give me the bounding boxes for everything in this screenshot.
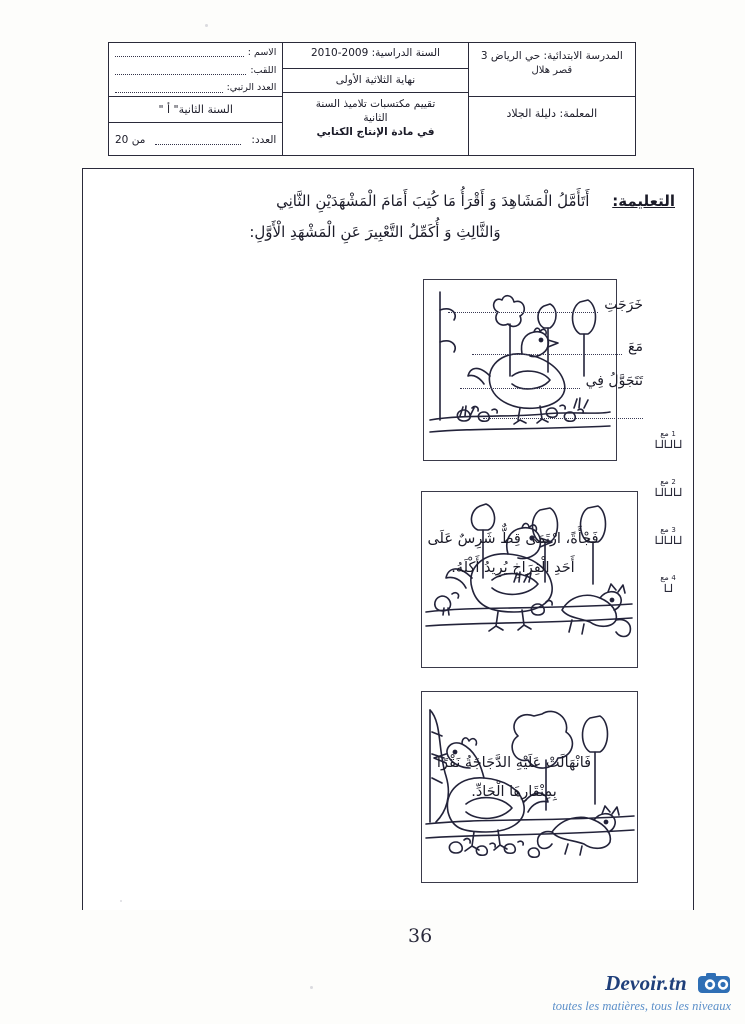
- criteria-mark-1-number: 1: [671, 430, 676, 438]
- watermark-title-row: [552, 971, 731, 999]
- exam-subject: [283, 93, 467, 155]
- watermark: [552, 971, 731, 1015]
- criteria-mark-1-boxes[interactable]: ⊔⊔⊔: [654, 437, 682, 453]
- watermark-subtitle: toutes les matières, tous les niveaux: [552, 999, 731, 1013]
- mark-blank[interactable]: [155, 135, 241, 145]
- answer-line-1-word: خَرَجَتِ: [604, 297, 643, 313]
- answer-line-3[interactable]: [373, 373, 643, 389]
- answer-line-4[interactable]: [373, 407, 643, 419]
- criteria-mark-2-boxes[interactable]: ⊔⊔⊔: [654, 485, 682, 501]
- criteria-mark-2-number: 2: [671, 478, 676, 487]
- header-school-column: [468, 43, 635, 155]
- mark-field[interactable]: [109, 123, 282, 153]
- scan-speckle: [120, 900, 122, 902]
- pupil-surname-blank[interactable]: [115, 65, 246, 75]
- answer-line-2-blank[interactable]: [472, 343, 622, 355]
- criteria-mark-1-prefix: مع: [660, 429, 669, 438]
- criteria-mark-4-prefix: مع: [660, 573, 669, 583]
- scene-3-text-line1: فَانْهَالَتْ عَلَيْهِ الدَّجَاجَةُ نَقْرًا: [436, 755, 592, 771]
- scene-3-text-line2: بِمِنْقَارِهَا الْحَادِّ.: [471, 784, 557, 800]
- pupil-class: السنة الثانية" أ ": [109, 97, 282, 123]
- criteria-mark-3[interactable]: [648, 526, 688, 548]
- school-city: قصر هلال: [531, 65, 573, 77]
- instruction-line-2: وَالثَّالِثِ وَ أُكَمِّلُ التَّعْبِيرَ عَنِ الْمَشْهَدِ الْأَوَّلِ:: [249, 223, 501, 242]
- pupil-name-label: الاسم :: [247, 46, 277, 58]
- pupil-rank-label: العدد الرتبي:: [226, 82, 277, 93]
- answer-line-1-blank[interactable]: [448, 301, 598, 313]
- answer-line-4-blank[interactable]: [483, 407, 643, 419]
- scene-2-text: [373, 525, 653, 583]
- scan-speckle: [205, 24, 208, 27]
- answer-line-2[interactable]: [373, 339, 643, 355]
- criteria-mark-2-prefix: مع: [660, 477, 669, 487]
- header-identity-column: [109, 43, 282, 155]
- pupil-name-blank[interactable]: [115, 47, 244, 57]
- answer-line-2-word: مَعَ: [628, 339, 643, 355]
- teacher-name: المعلمة: دليلة الجلاد: [469, 96, 635, 120]
- answer-line-3-word: تَتَجَوَّلُ فِي: [585, 373, 643, 389]
- criteria-margin-marks: [648, 430, 688, 622]
- watermark-title: Devoir.tn: [605, 970, 687, 995]
- exam-subject-line2: الثانية: [363, 112, 388, 125]
- instruction-line-1: أَتَأَمَّلُ الْمَشَاهِدَ وَ أَقْرَأُ مَا كُتِبَ أَمَامَ الْمَشْهَدَيْنِ الثَّانِي: [276, 192, 590, 210]
- scene-3-text: [369, 749, 659, 807]
- criteria-mark-4-number: 4: [671, 574, 676, 583]
- school-name: المدرسة الابتدائية: حي الرياض 3: [480, 50, 623, 62]
- criteria-mark-3-prefix: مع: [660, 525, 669, 535]
- page-number: 36: [408, 925, 433, 947]
- criteria-mark-3-number: 3: [671, 526, 676, 535]
- answer-line-1[interactable]: [373, 297, 643, 313]
- exam-subject-line1: تقييم مكتسبات تلاميذ السنة: [315, 98, 436, 110]
- pupil-name-field[interactable]: [109, 43, 282, 61]
- header-exam-column: [282, 43, 467, 155]
- criteria-mark-4[interactable]: [648, 574, 688, 596]
- scan-speckle: [310, 986, 313, 989]
- exam-body: [82, 168, 694, 910]
- exam-subject-line3: في مادة الإنتاج الكتابي: [316, 126, 435, 139]
- school-year: السنة الدراسية: 2009-2010: [283, 43, 467, 69]
- answer-line-3-blank[interactable]: [460, 377, 580, 389]
- pupil-surname-label: اللقب:: [250, 64, 277, 76]
- instruction-title: التعليمة:: [612, 192, 675, 210]
- mark-total: من 20: [115, 134, 146, 146]
- scene-2-text-line2: أَحَدِ الْفِرَاخِ يُرِيدُ أَكْلَهُ.: [451, 560, 575, 576]
- term-label: نهاية الثلاثية الأولى: [283, 69, 467, 93]
- instruction-block: [115, 187, 675, 248]
- exam-header-table: [108, 42, 636, 156]
- pupil-rank-field[interactable]: [109, 79, 282, 97]
- scene-1-answer-lines[interactable]: [373, 297, 643, 437]
- criteria-mark-2[interactable]: [648, 478, 688, 500]
- scene-2-text-line1: فَجْأَةً، ارْتَمَى قِطٌّ شَرِسٌ عَلَى: [427, 531, 599, 547]
- criteria-mark-3-boxes[interactable]: ⊔⊔⊔: [654, 533, 682, 549]
- pupil-surname-field[interactable]: [109, 61, 282, 79]
- camera-icon: [697, 972, 731, 998]
- mark-label: العدد:: [251, 134, 277, 146]
- pupil-rank-blank[interactable]: [115, 83, 223, 93]
- criteria-mark-4-boxes[interactable]: ⊔: [663, 581, 673, 597]
- criteria-mark-1[interactable]: [648, 430, 688, 452]
